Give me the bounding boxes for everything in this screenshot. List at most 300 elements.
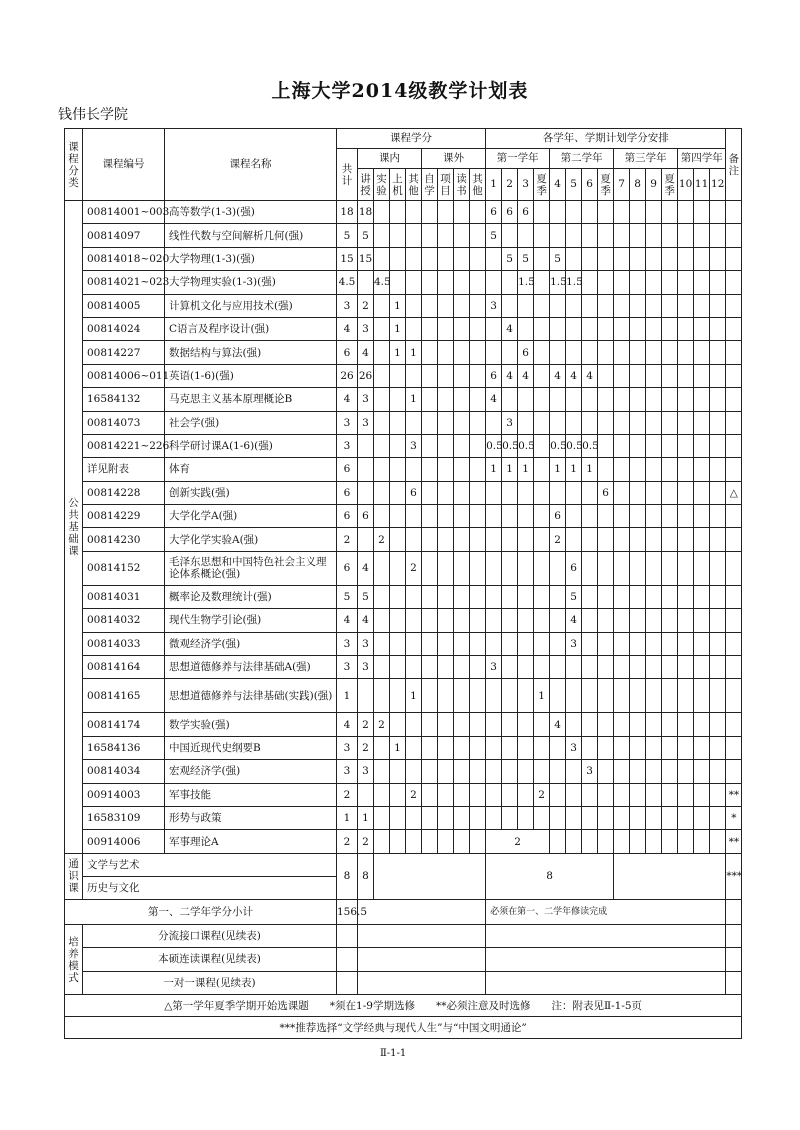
course-self: [422, 317, 438, 340]
course-t7: [614, 656, 630, 679]
course-com: [390, 528, 406, 551]
course-remark: **: [726, 830, 742, 853]
course-t3: 5: [518, 247, 534, 270]
course-oth: [406, 609, 422, 632]
course-proj: [438, 201, 454, 224]
course-code: 00814034: [83, 760, 165, 783]
course-oth: [406, 528, 422, 551]
course-t9: [646, 505, 662, 528]
course-oth: 1: [406, 341, 422, 364]
course-t7: [614, 806, 630, 829]
course-t10: [678, 528, 694, 551]
course-t12: [710, 679, 726, 713]
course-name: 大学化学A(强): [165, 505, 337, 528]
course-proj: [438, 294, 454, 317]
course-t8: [630, 247, 646, 270]
course-total: 15: [337, 247, 358, 270]
course-t3: [518, 528, 534, 551]
course-s1: [534, 736, 550, 759]
course-t1: 6: [486, 364, 502, 387]
course-com: [390, 411, 406, 434]
course-t2: 5: [502, 247, 518, 270]
course-t8: [630, 632, 646, 655]
course-t7: [614, 481, 630, 504]
course-read: [454, 224, 470, 247]
empty-cell: [630, 830, 646, 853]
course-t12: [710, 388, 726, 411]
course-name: 宏观经济学(强): [165, 760, 337, 783]
course-com: [390, 434, 406, 457]
course-t3: [518, 388, 534, 411]
course-t1: 0.5: [486, 434, 502, 457]
course-s2: [598, 341, 614, 364]
course-t6: [582, 679, 598, 713]
course-t7: [614, 760, 630, 783]
empty-cell: [358, 971, 486, 995]
course-t10: [678, 294, 694, 317]
course-t6: [582, 201, 598, 224]
course-proj: [438, 388, 454, 411]
course-t12: [710, 736, 726, 759]
course-s2: [598, 632, 614, 655]
course-s3: [662, 201, 678, 224]
course-lec: [358, 271, 374, 294]
course-t4: 4: [550, 364, 566, 387]
course-code: 00814018~020: [83, 247, 165, 270]
course-t2: [502, 679, 518, 713]
empty-cell: [470, 830, 486, 853]
course-s1: [534, 434, 550, 457]
course-t2: [502, 760, 518, 783]
course-t8: [630, 317, 646, 340]
course-total: 3: [337, 632, 358, 655]
course-remark: [726, 679, 742, 713]
course-total: 18: [337, 201, 358, 224]
course-t11: [694, 271, 710, 294]
course-lec: 1: [358, 806, 374, 829]
header-summer: 夏季: [534, 169, 550, 201]
course-t2: 4: [502, 364, 518, 387]
course-t9: [646, 656, 662, 679]
course-t8: [630, 806, 646, 829]
course-t9: [646, 713, 662, 736]
course-oth: [406, 656, 422, 679]
course-t3: [518, 585, 534, 608]
course-proj: [438, 505, 454, 528]
course-t4: [550, 679, 566, 713]
course-code: 00814164: [83, 656, 165, 679]
course-s1: [534, 713, 550, 736]
course-t10: [678, 760, 694, 783]
course-t4: [550, 806, 566, 829]
course-s2: [598, 736, 614, 759]
header-other-in: 其他: [406, 169, 422, 201]
course-self: [422, 224, 438, 247]
course-t4: [550, 551, 566, 585]
course-total: 4: [337, 713, 358, 736]
course-com: [390, 481, 406, 504]
course-s2: [598, 411, 614, 434]
header-reading: 读书: [454, 169, 470, 201]
course-t3: [518, 656, 534, 679]
course-proj: [438, 679, 454, 713]
course-read: [454, 736, 470, 759]
course-read: [454, 317, 470, 340]
course-row: [65, 224, 742, 247]
course-oth: [406, 224, 422, 247]
header-term: 9: [646, 169, 662, 201]
course-t4: [550, 341, 566, 364]
course-t9: [646, 388, 662, 411]
course-t7: [614, 294, 630, 317]
course-s1: [534, 458, 550, 481]
course-s1: [534, 388, 550, 411]
course-proj: [438, 528, 454, 551]
empty-cell: [550, 830, 566, 853]
header-credits: 课程学分: [337, 129, 486, 149]
course-t7: [614, 434, 630, 457]
course-t5: 1.5: [566, 271, 582, 294]
course-t12: [710, 364, 726, 387]
course-t12: [710, 247, 726, 270]
course-proj: [438, 458, 454, 481]
course-t3: [518, 713, 534, 736]
header-term: 10: [678, 169, 694, 201]
course-lec: [358, 783, 374, 806]
course-code: 详见附表: [83, 458, 165, 481]
course-t6: [582, 736, 598, 759]
course-s1: [534, 317, 550, 340]
course-remark: *: [726, 806, 742, 829]
course-t3: [518, 632, 534, 655]
course-t11: [694, 341, 710, 364]
course-self: [422, 528, 438, 551]
course-s3: [662, 505, 678, 528]
header-term: 12: [710, 169, 726, 201]
course-t2: 4: [502, 317, 518, 340]
course-t5: 0.5: [566, 434, 582, 457]
course-self: [422, 294, 438, 317]
header-year2: 第二学年: [550, 149, 614, 169]
course-total: 6: [337, 551, 358, 585]
course-self: [422, 585, 438, 608]
course-t2: [502, 656, 518, 679]
course-oth: [406, 806, 422, 829]
course-s2: [598, 434, 614, 457]
header-term: 5: [566, 169, 582, 201]
course-oth: 6: [406, 481, 422, 504]
course-s3: [662, 247, 678, 270]
training-item: 一对一课程(见续表): [83, 971, 337, 995]
course-t9: [646, 271, 662, 294]
course-lec: 3: [358, 656, 374, 679]
course-row: [65, 656, 742, 679]
course-t2: [502, 736, 518, 759]
course-code: 00814227: [83, 341, 165, 364]
course-t1: [486, 713, 502, 736]
course-t11: [694, 505, 710, 528]
course-s2: [598, 505, 614, 528]
category-public: 公共基础课: [65, 201, 83, 854]
course-exp: [374, 224, 390, 247]
course-t6: [582, 551, 598, 585]
header-year1: 第一学年: [486, 149, 550, 169]
course-self: [422, 388, 438, 411]
course-proj: [438, 713, 454, 736]
course-total: 4: [337, 317, 358, 340]
course-total: 5: [337, 224, 358, 247]
empty-cell: [710, 830, 726, 853]
course-t2: [502, 341, 518, 364]
course-s3: [662, 364, 678, 387]
course-read: [454, 481, 470, 504]
course-t1: [486, 806, 502, 829]
course-t3: [518, 609, 534, 632]
course-read: [454, 388, 470, 411]
course-t7: [614, 528, 630, 551]
course-t8: [630, 224, 646, 247]
course-proj: [438, 317, 454, 340]
course-com: [390, 679, 406, 713]
course-row: [65, 783, 742, 806]
course-t10: [678, 247, 694, 270]
course-t3: [518, 679, 534, 713]
course-code: 00814032: [83, 609, 165, 632]
course-t3: [518, 736, 534, 759]
course-t3: 4: [518, 364, 534, 387]
course-name: 大学化学实验A(强): [165, 528, 337, 551]
course-s2: [598, 294, 614, 317]
course-t9: [646, 294, 662, 317]
course-remark: [726, 317, 742, 340]
course-s3: [662, 609, 678, 632]
course-t7: [614, 247, 630, 270]
course-t6: [582, 271, 598, 294]
course-exp: [374, 609, 390, 632]
course-t7: [614, 783, 630, 806]
course-t12: [710, 505, 726, 528]
course-read: [454, 411, 470, 434]
course-s3: [662, 656, 678, 679]
course-t6: [582, 609, 598, 632]
course-lec: 4: [358, 609, 374, 632]
course-oth: 2: [406, 551, 422, 585]
course-t2: [502, 528, 518, 551]
course-code: 00814152: [83, 551, 165, 585]
course-t1: [486, 271, 502, 294]
teaching-plan-table: [64, 128, 742, 1039]
course-self: [422, 551, 438, 585]
course-t3: [518, 224, 534, 247]
course-code: 00914006: [83, 830, 165, 853]
course-oth2: [470, 271, 486, 294]
course-oth: [406, 247, 422, 270]
empty-cell: [566, 830, 582, 853]
course-proj: [438, 656, 454, 679]
course-t7: [614, 551, 630, 585]
header-total: 共计: [337, 149, 358, 201]
course-t5: 3: [566, 736, 582, 759]
course-t6: [582, 656, 598, 679]
course-code: 00814230: [83, 528, 165, 551]
course-oth: 2: [406, 783, 422, 806]
course-t6: [582, 632, 598, 655]
header-term: 1: [486, 169, 502, 201]
course-t12: [710, 585, 726, 608]
empty-cell: [337, 948, 358, 972]
course-row: [65, 364, 742, 387]
course-t1: 1: [486, 458, 502, 481]
course-remark: [726, 609, 742, 632]
course-row: [65, 679, 742, 713]
general-total: 8: [337, 853, 358, 899]
course-t9: [646, 411, 662, 434]
course-com: [390, 806, 406, 829]
course-oth2: [470, 528, 486, 551]
course-s1: [534, 481, 550, 504]
course-t7: [614, 713, 630, 736]
course-t11: [694, 806, 710, 829]
course-exp: 2: [374, 528, 390, 551]
course-self: [422, 736, 438, 759]
course-s1: [534, 271, 550, 294]
course-total: 6: [337, 505, 358, 528]
course-self: [422, 434, 438, 457]
course-t6: [582, 806, 598, 829]
course-s3: [662, 224, 678, 247]
course-t10: [678, 201, 694, 224]
course-code: 00914003: [83, 783, 165, 806]
course-t7: [614, 317, 630, 340]
course-oth2: [470, 434, 486, 457]
course-t9: [646, 679, 662, 713]
course-t7: [614, 736, 630, 759]
course-name: 体育: [165, 458, 337, 481]
course-proj: [438, 224, 454, 247]
course-t10: [678, 632, 694, 655]
course-t6: [582, 317, 598, 340]
course-t5: [566, 341, 582, 364]
course-s2: [598, 201, 614, 224]
course-t10: [678, 713, 694, 736]
header-lecture: 讲授: [358, 169, 374, 201]
course-exp: [374, 317, 390, 340]
course-t10: [678, 551, 694, 585]
course-com: [390, 632, 406, 655]
header-term: 4: [550, 169, 566, 201]
empty-cell: [614, 830, 630, 853]
course-read: [454, 458, 470, 481]
course-self: [422, 458, 438, 481]
course-t11: [694, 481, 710, 504]
course-name: 数学实验(强): [165, 713, 337, 736]
course-row: [65, 247, 742, 270]
course-row: [65, 713, 742, 736]
course-exp: [374, 434, 390, 457]
course-oth: [406, 271, 422, 294]
header-category: 课程分类: [65, 129, 83, 201]
course-s1: 1: [534, 679, 550, 713]
course-t6: [582, 528, 598, 551]
course-t8: [630, 364, 646, 387]
course-code: 16584132: [83, 388, 165, 411]
course-t5: 3: [566, 632, 582, 655]
course-oth2: [470, 632, 486, 655]
course-exp: [374, 783, 390, 806]
course-t11: [694, 224, 710, 247]
page-number: Ⅱ-1-1: [380, 1048, 407, 1059]
course-t5: [566, 783, 582, 806]
course-t10: [678, 364, 694, 387]
course-self: [422, 713, 438, 736]
course-t1: [486, 760, 502, 783]
empty-cell: [694, 830, 710, 853]
course-row: [65, 736, 742, 759]
course-t4: [550, 783, 566, 806]
header-year3: 第三学年: [614, 149, 678, 169]
course-name: 中国近现代史纲要B: [165, 736, 337, 759]
course-t10: [678, 341, 694, 364]
course-com: [390, 224, 406, 247]
course-t1: [486, 585, 502, 608]
course-com: [390, 505, 406, 528]
course-t6: [582, 224, 598, 247]
course-s1: [534, 247, 550, 270]
course-s3: [662, 713, 678, 736]
course-t2: [502, 551, 518, 585]
empty-cell: [374, 853, 486, 899]
course-lec: 15: [358, 247, 374, 270]
course-proj: [438, 551, 454, 585]
course-t11: [694, 388, 710, 411]
course-proj: [438, 341, 454, 364]
empty-cell: [614, 853, 726, 899]
empty-cell: [422, 830, 438, 853]
course-s3: [662, 411, 678, 434]
empty-cell: [374, 830, 390, 853]
course-row: [65, 458, 742, 481]
course-t11: [694, 585, 710, 608]
empty-cell: [726, 971, 742, 995]
course-name: 大学物理实验(1-3)(强): [165, 271, 337, 294]
course-t11: [694, 458, 710, 481]
course-t1: [486, 247, 502, 270]
course-t12: [710, 341, 726, 364]
course-t10: [678, 679, 694, 713]
course-t4: [550, 294, 566, 317]
course-t9: [646, 224, 662, 247]
course-total: 3: [337, 760, 358, 783]
course-t2: [502, 713, 518, 736]
course-s2: [598, 528, 614, 551]
course-read: [454, 247, 470, 270]
course-t12: [710, 656, 726, 679]
course-s3: [662, 434, 678, 457]
general-term-credit: 8: [486, 853, 614, 899]
course-exp: [374, 201, 390, 224]
course-remark: [726, 736, 742, 759]
course-exp: [374, 679, 390, 713]
course-read: [454, 201, 470, 224]
course-t5: [566, 713, 582, 736]
course-code: 00814097: [83, 224, 165, 247]
course-t10: [678, 505, 694, 528]
course-row: [65, 201, 742, 224]
course-oth2: [470, 201, 486, 224]
course-lec: 5: [358, 224, 374, 247]
course-t11: [694, 247, 710, 270]
course-t5: [566, 806, 582, 829]
